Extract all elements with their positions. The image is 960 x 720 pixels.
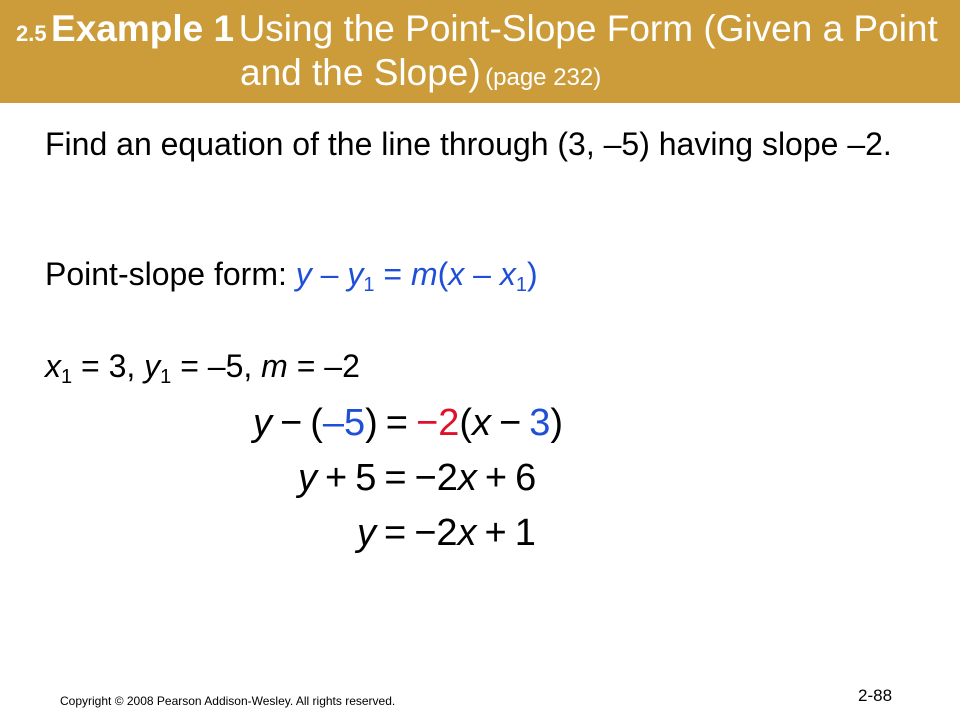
equation-step-1 [253,400,563,446]
eq1-paren-open-2: ( [459,402,472,444]
equation-step-3 [357,510,536,556]
formula-paren-open: ( [437,256,449,292]
copyright-notice: Copyright © 2008 Pearson Addison-Wesley. All rights reserved. [60,694,396,708]
formula-paren-close: ) [526,256,538,292]
section-number: 2.5 [16,21,47,46]
formula-minus-2: – [473,256,491,292]
eq2-x: x [457,457,477,499]
given-x-sub: 1 [61,366,73,388]
formula-y: y [295,256,312,292]
title-text-1: Using the Point-Slope Form (Given a Point [238,8,938,49]
example-label: Example 1 [51,8,235,49]
eq2-neg2: −2 [414,457,458,499]
eq1-three: 3 [529,402,551,444]
formula-y1-sub: 1 [363,274,375,296]
eq1-minus: − [280,402,303,444]
given-m: m [261,348,288,384]
slide-title-line-2 [240,52,601,102]
eq2-six: 6 [515,457,537,499]
eq1-equals: = [385,402,408,444]
slide-page-number: 2-88 [858,686,893,705]
eq1-minus-2: − [498,402,522,444]
given-y: y [144,348,161,384]
eq1-paren-close: ) [365,402,378,444]
eq1-neg2: −2 [416,402,460,444]
eq1-x: x [471,402,491,444]
eq3-x: x [457,512,477,554]
equation-step-2 [298,455,536,501]
formula-y1: y [347,256,364,292]
given-x: x [45,348,61,384]
formula-x1: x [499,256,516,292]
eq1-neg5: –5 [322,402,366,444]
given-x-value: = 3, [81,348,136,384]
eq2-equals: = [384,457,407,499]
point-slope-formula [295,256,538,296]
point-slope-form [45,252,538,296]
formula-minus: – [320,256,339,292]
given-y-value: = –5, [180,348,253,384]
formula-equals: = [383,256,403,292]
slide-title-bar [0,0,960,103]
given-y-sub: 1 [160,366,172,388]
title-text-2: and the Slope) [240,52,481,93]
eq1-y: y [253,402,272,444]
eq3-y: y [357,512,376,554]
formula-x1-sub: 1 [515,274,527,296]
problem-statement: Find an equation of the line through (3, –5) having slope –2. [45,126,892,162]
eq2-plus: + [325,457,348,499]
given-m-value: = –2 [296,348,360,384]
eq3-one: 1 [514,512,536,554]
eq1-paren-open: ( [310,402,323,444]
eq3-plus: + [484,512,507,554]
slide-title-line-1 [16,8,938,58]
given-values [45,344,360,388]
eq2-plus-2: + [484,457,508,499]
eq3-equals: = [384,512,407,554]
page-reference: (page 232) [485,64,602,91]
eq2-y: y [298,457,317,499]
eq3-neg2: −2 [414,512,458,554]
point-slope-label: Point-slope form: [45,256,287,292]
eq1-paren-close-2: ) [550,402,563,444]
formula-m: m [410,256,438,292]
eq2-five: 5 [355,457,377,499]
formula-x: x [448,256,465,292]
